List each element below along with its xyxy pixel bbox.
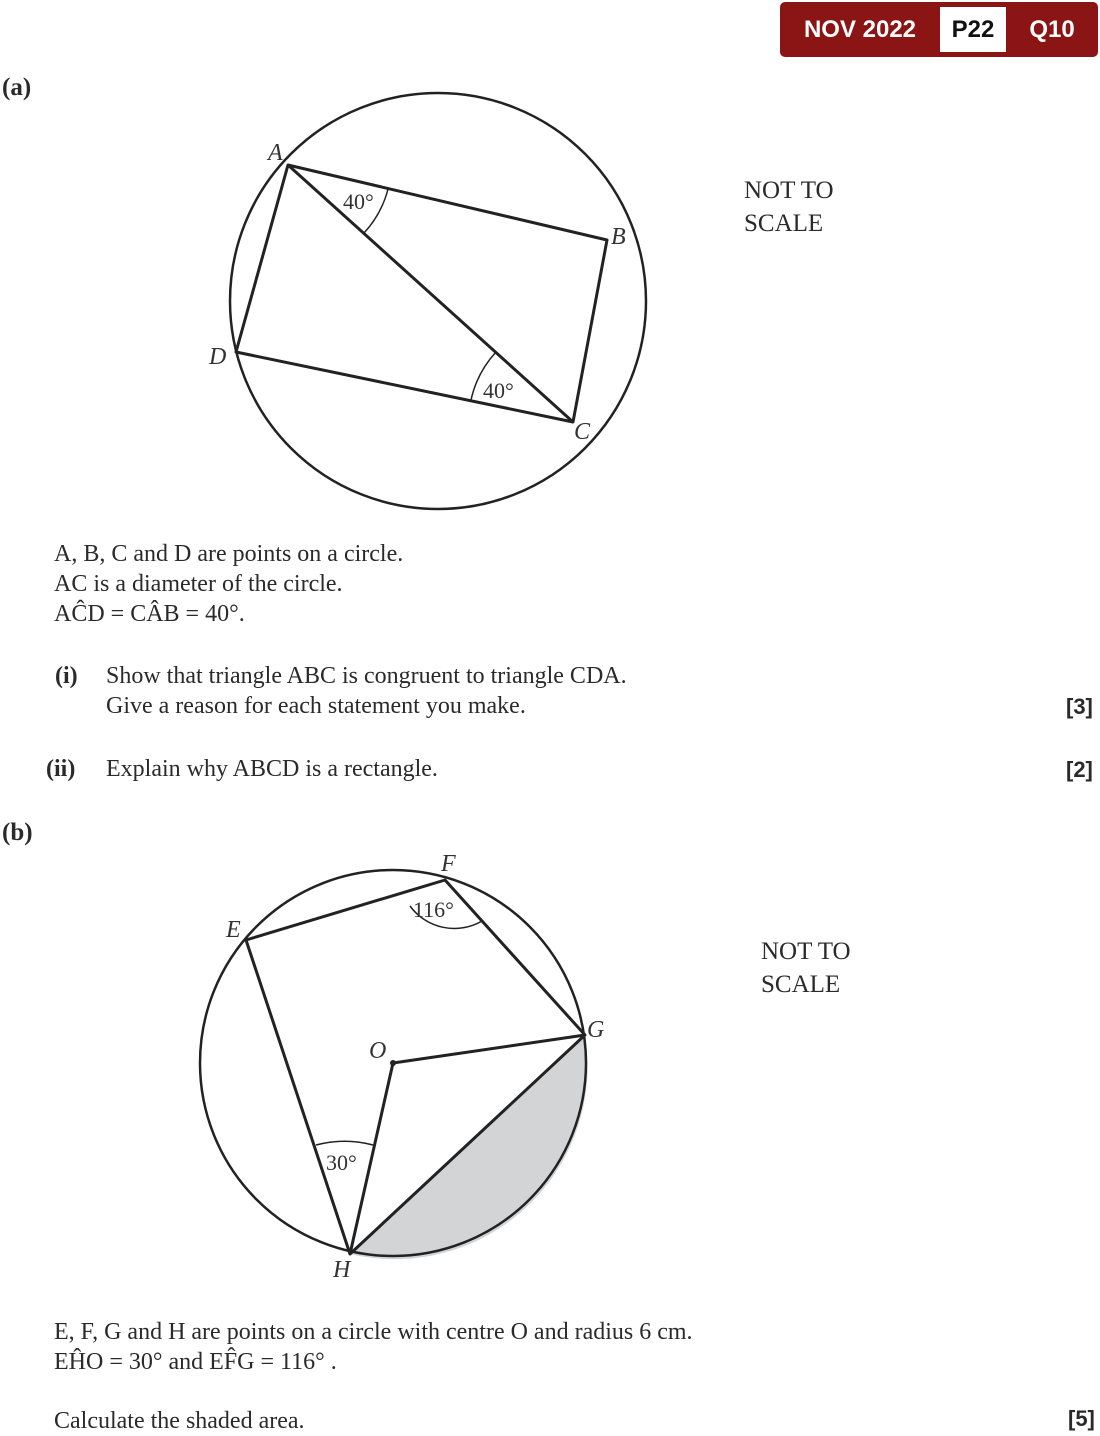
badge-date: NOV 2022 [803, 16, 917, 43]
angle-efg-label: 116° [413, 897, 454, 922]
quadrilateral-abcd [236, 165, 607, 422]
point-c-label: C [574, 419, 591, 445]
badge-paper: P22 [940, 7, 1006, 52]
sub-i-label: (i) [55, 663, 78, 689]
statement-a-1: A, B, C and D are points on a circle. [54, 541, 404, 567]
point-o-label: O [369, 1038, 387, 1064]
statement-b-2: EĤO = 30° and EF̂G = 116° . [54, 1349, 337, 1375]
diagram-b [0, 840, 1100, 1300]
part-b-marks: [5] [1068, 1406, 1095, 1431]
statement-b-1: E, F, G and H are points on a circle with centre O and radius 6 cm. [54, 1319, 693, 1345]
sub-i-text [106, 661, 627, 721]
not-to-scale-b-line1: NOT TO [761, 938, 851, 965]
angle-arc-eho [316, 1141, 373, 1145]
sub-i-marks: [3] [1066, 694, 1093, 719]
part-b-label: (b) [2, 819, 33, 846]
part-a-label: (a) [2, 74, 32, 101]
angle-eho-label: 30° [326, 1150, 357, 1175]
centre-o-point [390, 1060, 396, 1066]
point-h-label: H [333, 1257, 351, 1283]
not-to-scale-a [744, 174, 834, 240]
part-a-statements [54, 539, 403, 629]
part-b-statements [54, 1317, 693, 1377]
point-f-label: F [441, 851, 456, 877]
not-to-scale-b-line2: SCALE [761, 971, 841, 998]
shaded-region [350, 1035, 588, 1259]
angle-acd-label: 40° [483, 378, 514, 403]
diameter-ac [288, 165, 573, 422]
diagram-a [0, 0, 1100, 520]
radius-og [393, 1035, 585, 1063]
sub-ii-marks: [2] [1066, 757, 1093, 782]
statement-a-2: AC is a diameter of the circle. [54, 571, 343, 597]
point-d-label: D [209, 344, 227, 370]
not-to-scale-a-line1: NOT TO [744, 177, 834, 204]
not-to-scale-b [761, 935, 851, 1001]
point-b-label: B [611, 224, 626, 250]
sub-i-line2: Give a reason for each statement you make. [106, 693, 526, 719]
statement-a-3: AĈD = CÂB = 40°. [54, 601, 245, 627]
not-to-scale-a-line2: SCALE [744, 210, 824, 237]
part-b-question: Calculate the shaded area. [54, 1408, 305, 1434]
point-a-label: A [268, 140, 283, 166]
point-e-label: E [226, 917, 241, 943]
badge-question: Q10 [1029, 16, 1075, 43]
sub-ii-label: (ii) [46, 756, 76, 782]
point-g-label: G [587, 1017, 605, 1043]
angle-cab-label: 40° [343, 189, 374, 214]
sub-i-line1: Show that triangle ABC is congruent to triangle CDA. [106, 663, 627, 689]
sub-ii-text: Explain why ABCD is a rectangle. [106, 756, 438, 782]
